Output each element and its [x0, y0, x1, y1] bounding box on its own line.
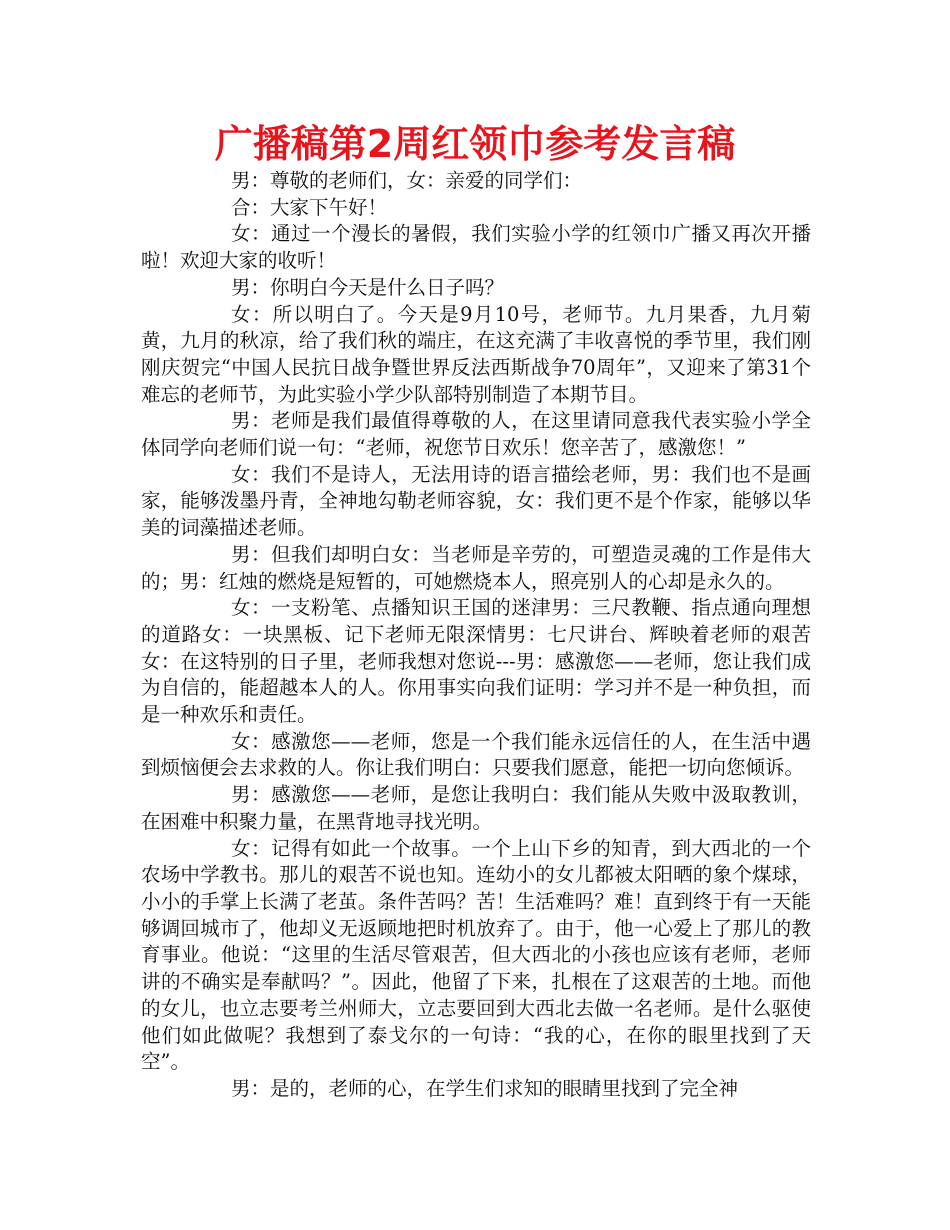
paragraph: 男：但我们却明白女：当老师是辛劳的，可塑造灵魂的工作是伟大的；男：红烛的燃烧是短暂的，可她燃烧本人，照亮别人的心却是永久的。: [141, 542, 811, 593]
paragraph: 男：感激您——老师，是您让我明白：我们能从失败中汲取教训，在困难中积聚力量，在黑背地寻找光明。: [141, 783, 811, 833]
paragraph: 男：老师是我们最值得尊敬的人，在这里请同意我代表实验小学全体同学向老师们说一句：“老师，祝您节日欢乐！您辛苦了，感激您！”: [141, 409, 811, 460]
paragraph: 男：你明白今天是什么日子吗？: [231, 275, 505, 299]
document-body: [141, 168, 811, 1103]
paragraph: 女：一支粉笔、点播知识王国的迷津男：三尺教鞭、指点通向理想的道路女：一块黑板、记下老师无限深情男：七尺讲台、辉映着老师的艰苦女：在这特别的日子里，老师我想对您说---男：感激您——老师，您让我们成为自信的，能超越本人的人。你用事实向我们证明：学习并不是一种负担，而是一种欢乐和责任。: [141, 596, 811, 727]
paragraph: 男：尊敬的老师们，女：亲爱的同学们：: [231, 169, 583, 192]
paragraph: 男：是的，老师的心，在学生们求知的眼睛里找到了完全神: [231, 1076, 739, 1100]
paragraph: 合：大家下午好！: [231, 195, 388, 219]
paragraph: 女：所以明白了。今天是9月10号，老师节。九月果香，九月菊黄，九月的秋凉，给了我们秋的端庄，在这充满了丰收喜悦的季节里，我们刚刚庆贺完“中国人民抗日战争暨世界反法西斯战争70周年”，又迎来了第31个难忘的老师节，为此实验小学少队部特别制造了本期节目。: [141, 302, 811, 406]
paragraph: 女：记得有如此一个故事。一个上山下乡的知青，到大西北的一个农场中学教书。那儿的艰苦不说也知。连幼小的女儿都被太阳晒的象个煤球，小小的手掌上长满了老茧。条件苦吗？苦！生活难吗？难！直到终于有一天能够调回城市了，他却义无返顾地把时机放弃了。由于，他一心爱上了那儿的教育事业。他说：“这里的生活尽管艰苦，但大西北的小孩也应该有老师，老师讲的不确实是奉献吗？”。因此，他留了下来，扎根在了这艰苦的土地。而他的女儿，也立志要考兰州师大，立志要回到大西北去做一名老师。是什么驱使他们如此做呢？我想到了泰戈尔的一句诗：“我的心，在你的眼里找到了天空”。: [141, 836, 811, 1074]
paragraph: 女：通过一个漫长的暑假，我们实验小学的红领巾广播又再次开播啦！欢迎大家的收听！: [141, 222, 811, 273]
paragraph: 女：我们不是诗人，无法用诗的语言描绘老师，男：我们也不是画家，能够泼墨丹青，全神地勾勒老师容貌，女：我们更不是个作家，能够以华美的词藻描述老师。: [141, 462, 811, 540]
paragraph: 女：感激您——老师，您是一个我们能永远信任的人，在生活中遇到烦恼便会去求救的人。你让我们明白：只要我们愿意，能把一切向您倾诉。: [141, 729, 811, 780]
document-title: 广播稿第2周红领巾参考发言稿: [214, 122, 736, 166]
